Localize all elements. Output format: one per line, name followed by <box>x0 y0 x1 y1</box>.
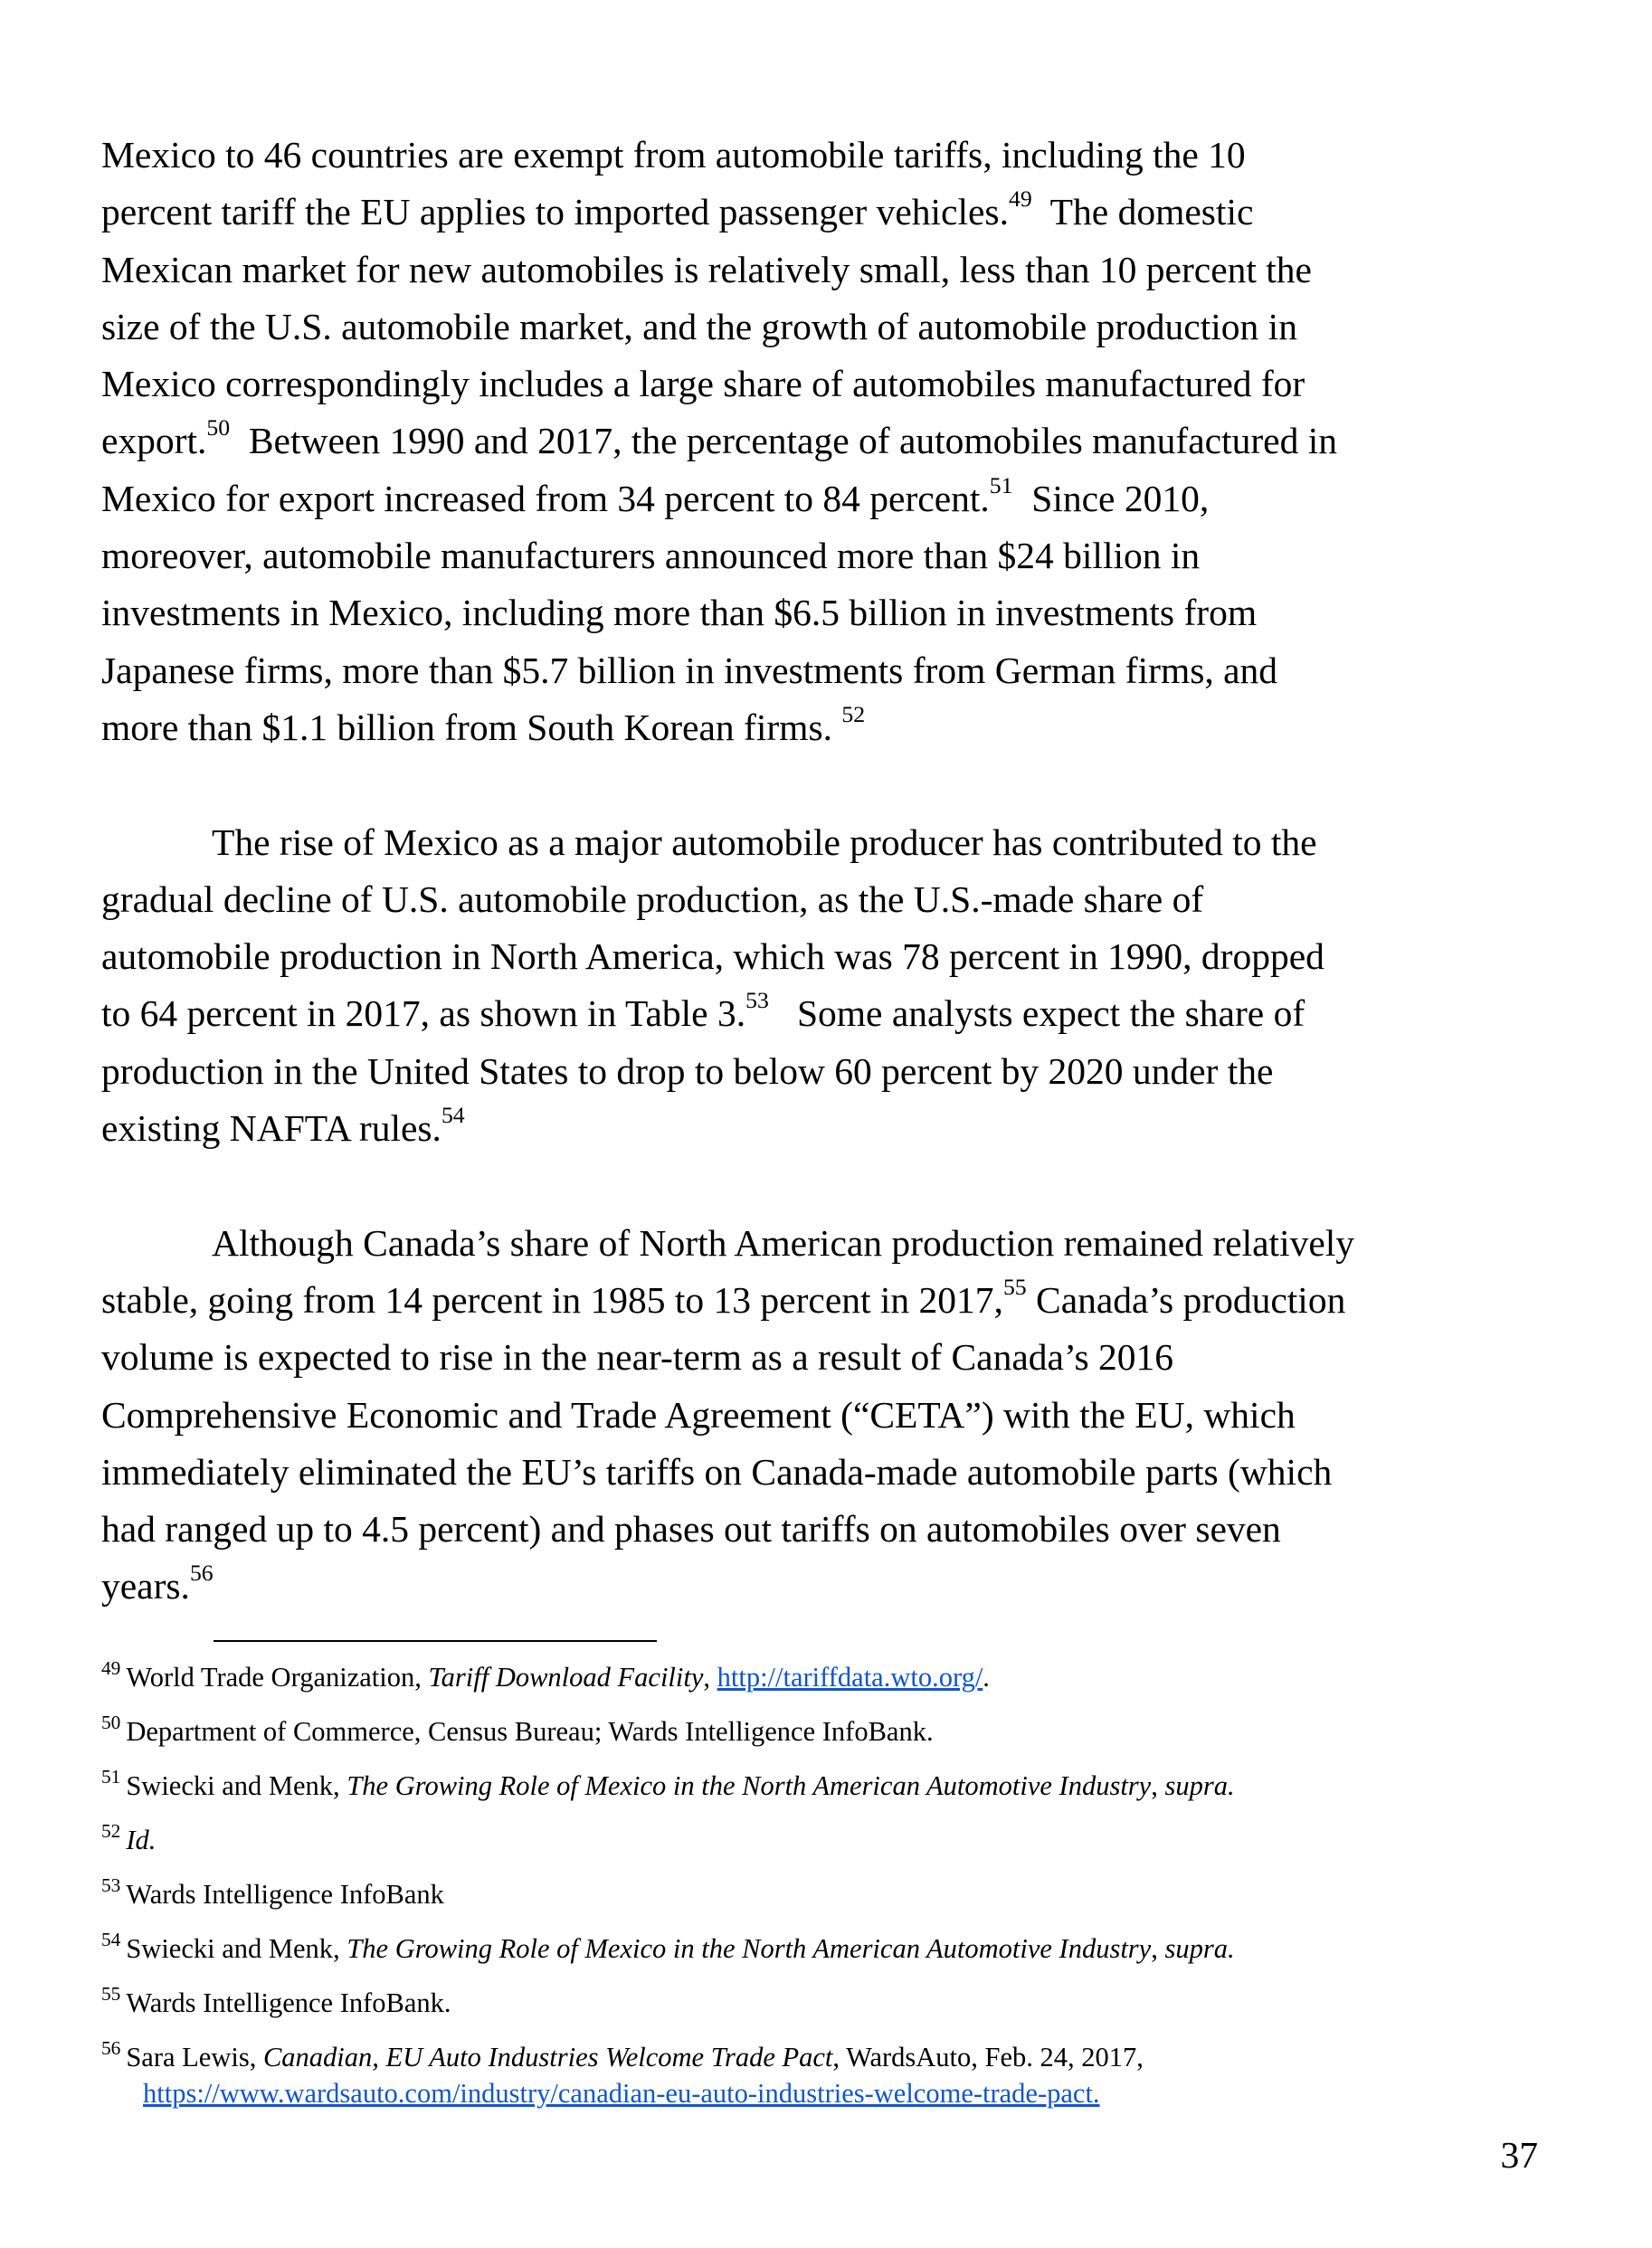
footnote-number: 49 <box>101 1656 121 1679</box>
footnote-number: 55 <box>101 1982 121 2005</box>
footnote-number: 51 <box>101 1765 121 1788</box>
footnotes <box>101 1656 1549 2129</box>
text-run: Some analysts expect the share of <box>768 992 1305 1035</box>
text-run: Mexico correspondingly includes a large share of automobiles manufactured for <box>101 363 1305 405</box>
paragraph-gap <box>101 1157 1549 1214</box>
text-run: . <box>983 1662 990 1693</box>
text-line <box>101 1215 1549 1272</box>
text-run: World Trade Organization, <box>126 1662 429 1693</box>
footnote-line <box>101 1930 1549 1967</box>
footnote-number: 56 <box>101 2036 121 2059</box>
text-line <box>101 1272 1549 1329</box>
text-run: Mexico for export increased from 34 percent to 84 percent. <box>101 477 990 519</box>
text-run: stable, going from 14 percent in 1985 to 13 percent in 2017, <box>101 1278 1003 1321</box>
paragraph <box>101 127 1549 756</box>
footnote-separator <box>214 1640 657 1642</box>
text-line <box>101 413 1549 470</box>
text-line <box>101 1501 1549 1558</box>
text-line <box>101 1558 1549 1615</box>
text-line <box>101 527 1549 584</box>
text-run: gradual decline of U.S. automobile production, as the U.S.-made share of <box>101 877 1204 920</box>
text-line <box>101 1444 1549 1501</box>
footnote-number: 52 <box>101 1819 121 1842</box>
text-run: Sara Lewis, <box>126 2042 263 2073</box>
footnote-ref[interactable]: 52 <box>841 700 866 727</box>
text-run: investments in Mexico, including more than $6.5 billion in investments from <box>101 592 1258 634</box>
footnote-number: 50 <box>101 1711 121 1733</box>
italic-text: Canadian, EU Auto Industries Welcome Trade Pact <box>262 2042 833 2073</box>
paragraph <box>101 814 1549 1158</box>
text-run: Mexican market for new automobiles is relatively small, less than 10 percent the <box>101 248 1312 290</box>
text-run: , WardsAuto, Feb. 24, 2017, <box>832 2042 1144 2073</box>
text-run: The domestic <box>1031 191 1254 233</box>
text-line <box>101 1043 1549 1100</box>
page-number: 37 <box>1500 2134 1538 2176</box>
text-line <box>101 1387 1549 1444</box>
text-line <box>101 642 1549 699</box>
text-line <box>101 814 1549 871</box>
paragraph-gap <box>101 756 1549 813</box>
text-line <box>101 699 1549 756</box>
text-run: , <box>1151 1770 1165 1801</box>
footnote-number: 54 <box>101 1928 121 1950</box>
text-run: Mexico to 46 countries are exempt from automobile tariffs, including the 10 <box>101 134 1246 175</box>
text-line <box>101 356 1549 413</box>
footnote-ref[interactable]: 54 <box>441 1101 465 1128</box>
text-line <box>101 985 1549 1042</box>
text-run: Comprehensive Economic and Trade Agreement (“CETA”) with the EU, which <box>101 1393 1296 1436</box>
text-line <box>101 928 1549 985</box>
text-run: Swiecki and Menk, <box>126 1933 347 1964</box>
text-run: The rise of Mexico as a major automobile producer has contributed to the <box>212 820 1317 863</box>
italic-text: Tariff Download Facility <box>428 1662 704 1693</box>
italic-text: supra. <box>1164 1770 1235 1801</box>
text-line <box>101 184 1549 241</box>
text-run: Canada’s production <box>1026 1278 1346 1321</box>
text-run: Swiecki and Menk, <box>126 1770 347 1801</box>
text-run: Japanese firms, more than $5.7 billion in investments from German firms, and <box>101 649 1278 691</box>
text-run: , <box>1151 1933 1165 1964</box>
footnote-ref[interactable]: 56 <box>189 1560 214 1587</box>
text-line <box>101 1100 1549 1157</box>
url-link[interactable]: http://tariffdata.wto.org/ <box>717 1662 983 1693</box>
text-run: Although Canada’s share of North American production remained relatively <box>212 1221 1355 1264</box>
footnote-ref[interactable]: 50 <box>206 414 231 441</box>
footnote-line <box>101 2075 1549 2111</box>
text-run: moreover, automobile manufacturers announced more than $24 billion in <box>101 535 1201 577</box>
text-run: automobile production in North America, which was 78 percent in 1990, dropped <box>101 935 1324 978</box>
body-text <box>101 127 1549 1616</box>
footnote-number: 53 <box>101 1873 121 1896</box>
text-line <box>101 470 1549 527</box>
footnote-ref[interactable]: 55 <box>1002 1273 1027 1300</box>
url-link[interactable]: https://www.wardsauto.com/industry/canadian-eu-auto-industries-welcome-trade-pact. <box>143 2078 1100 2109</box>
italic-text: The Growing Role of Mexico in the North American Automotive Industry <box>347 1770 1152 1801</box>
footnote-ref[interactable]: 53 <box>745 987 769 1014</box>
footnote <box>101 1873 1549 1912</box>
paragraph <box>101 1215 1549 1616</box>
text-run: Wards Intelligence InfoBank <box>126 1879 444 1910</box>
text-run: Department of Commerce, Census Bureau; Wards Intelligence InfoBank. <box>126 1716 934 1747</box>
text-line <box>101 1329 1549 1386</box>
text-line <box>101 242 1549 299</box>
text-run: volume is expected to rise in the near-term as a result of Canada’s 2016 <box>101 1336 1173 1379</box>
italic-text: supra. <box>1164 1933 1235 1964</box>
text-run: production in the United States to drop to below 60 percent by 2020 under the <box>101 1049 1274 1092</box>
footnote-line <box>101 2036 1549 2075</box>
text-run: to 64 percent in 2017, as shown in Table 3. <box>101 992 746 1035</box>
text-run: percent tariff the EU applies to imported passenger vehicles. <box>101 191 1009 233</box>
footnote <box>101 1765 1549 1804</box>
footnote <box>101 1819 1549 1858</box>
footnote-line <box>101 1873 1549 1912</box>
text-run: Wards Intelligence InfoBank. <box>126 1987 451 2018</box>
text-run: export. <box>101 420 207 462</box>
text-run: immediately eliminated the EU’s tariffs on Canada-made automobile parts (which <box>101 1450 1333 1493</box>
footnote <box>101 1656 1549 1695</box>
footnote-line <box>101 1982 1549 2021</box>
text-run: size of the U.S. automobile market, and the growth of automobile production in <box>101 305 1297 347</box>
footnote-line <box>101 1819 1549 1858</box>
text-run: had ranged up to 4.5 percent) and phases out tariffs on automobiles over seven <box>101 1508 1281 1551</box>
footnote-line <box>101 1656 1549 1695</box>
text-line <box>101 127 1549 184</box>
footnote <box>101 2036 1549 2111</box>
italic-text: Id. <box>126 1825 157 1855</box>
footnote-ref[interactable]: 51 <box>989 471 1013 498</box>
text-line <box>101 299 1549 356</box>
footnote-ref[interactable]: 49 <box>1008 185 1032 213</box>
text-run: Between 1990 and 2017, the percentage of automobiles manufactured in <box>230 420 1337 462</box>
text-run: Since 2010, <box>1012 477 1210 519</box>
footnote <box>101 1982 1549 2021</box>
footnote-line <box>101 1713 1549 1750</box>
italic-text: The Growing Role of Mexico in the North American Automotive Industry <box>347 1933 1152 1964</box>
footnote-line <box>101 1765 1549 1804</box>
footnote <box>101 1713 1549 1750</box>
footnote <box>101 1930 1549 1967</box>
text-run: , <box>703 1662 717 1693</box>
text-line <box>101 584 1549 641</box>
text-line <box>101 871 1549 928</box>
text-run: years. <box>101 1565 190 1608</box>
text-run: more than $1.1 billion from South Korean firms. <box>101 706 842 748</box>
text-run: existing NAFTA rules. <box>101 1107 441 1150</box>
